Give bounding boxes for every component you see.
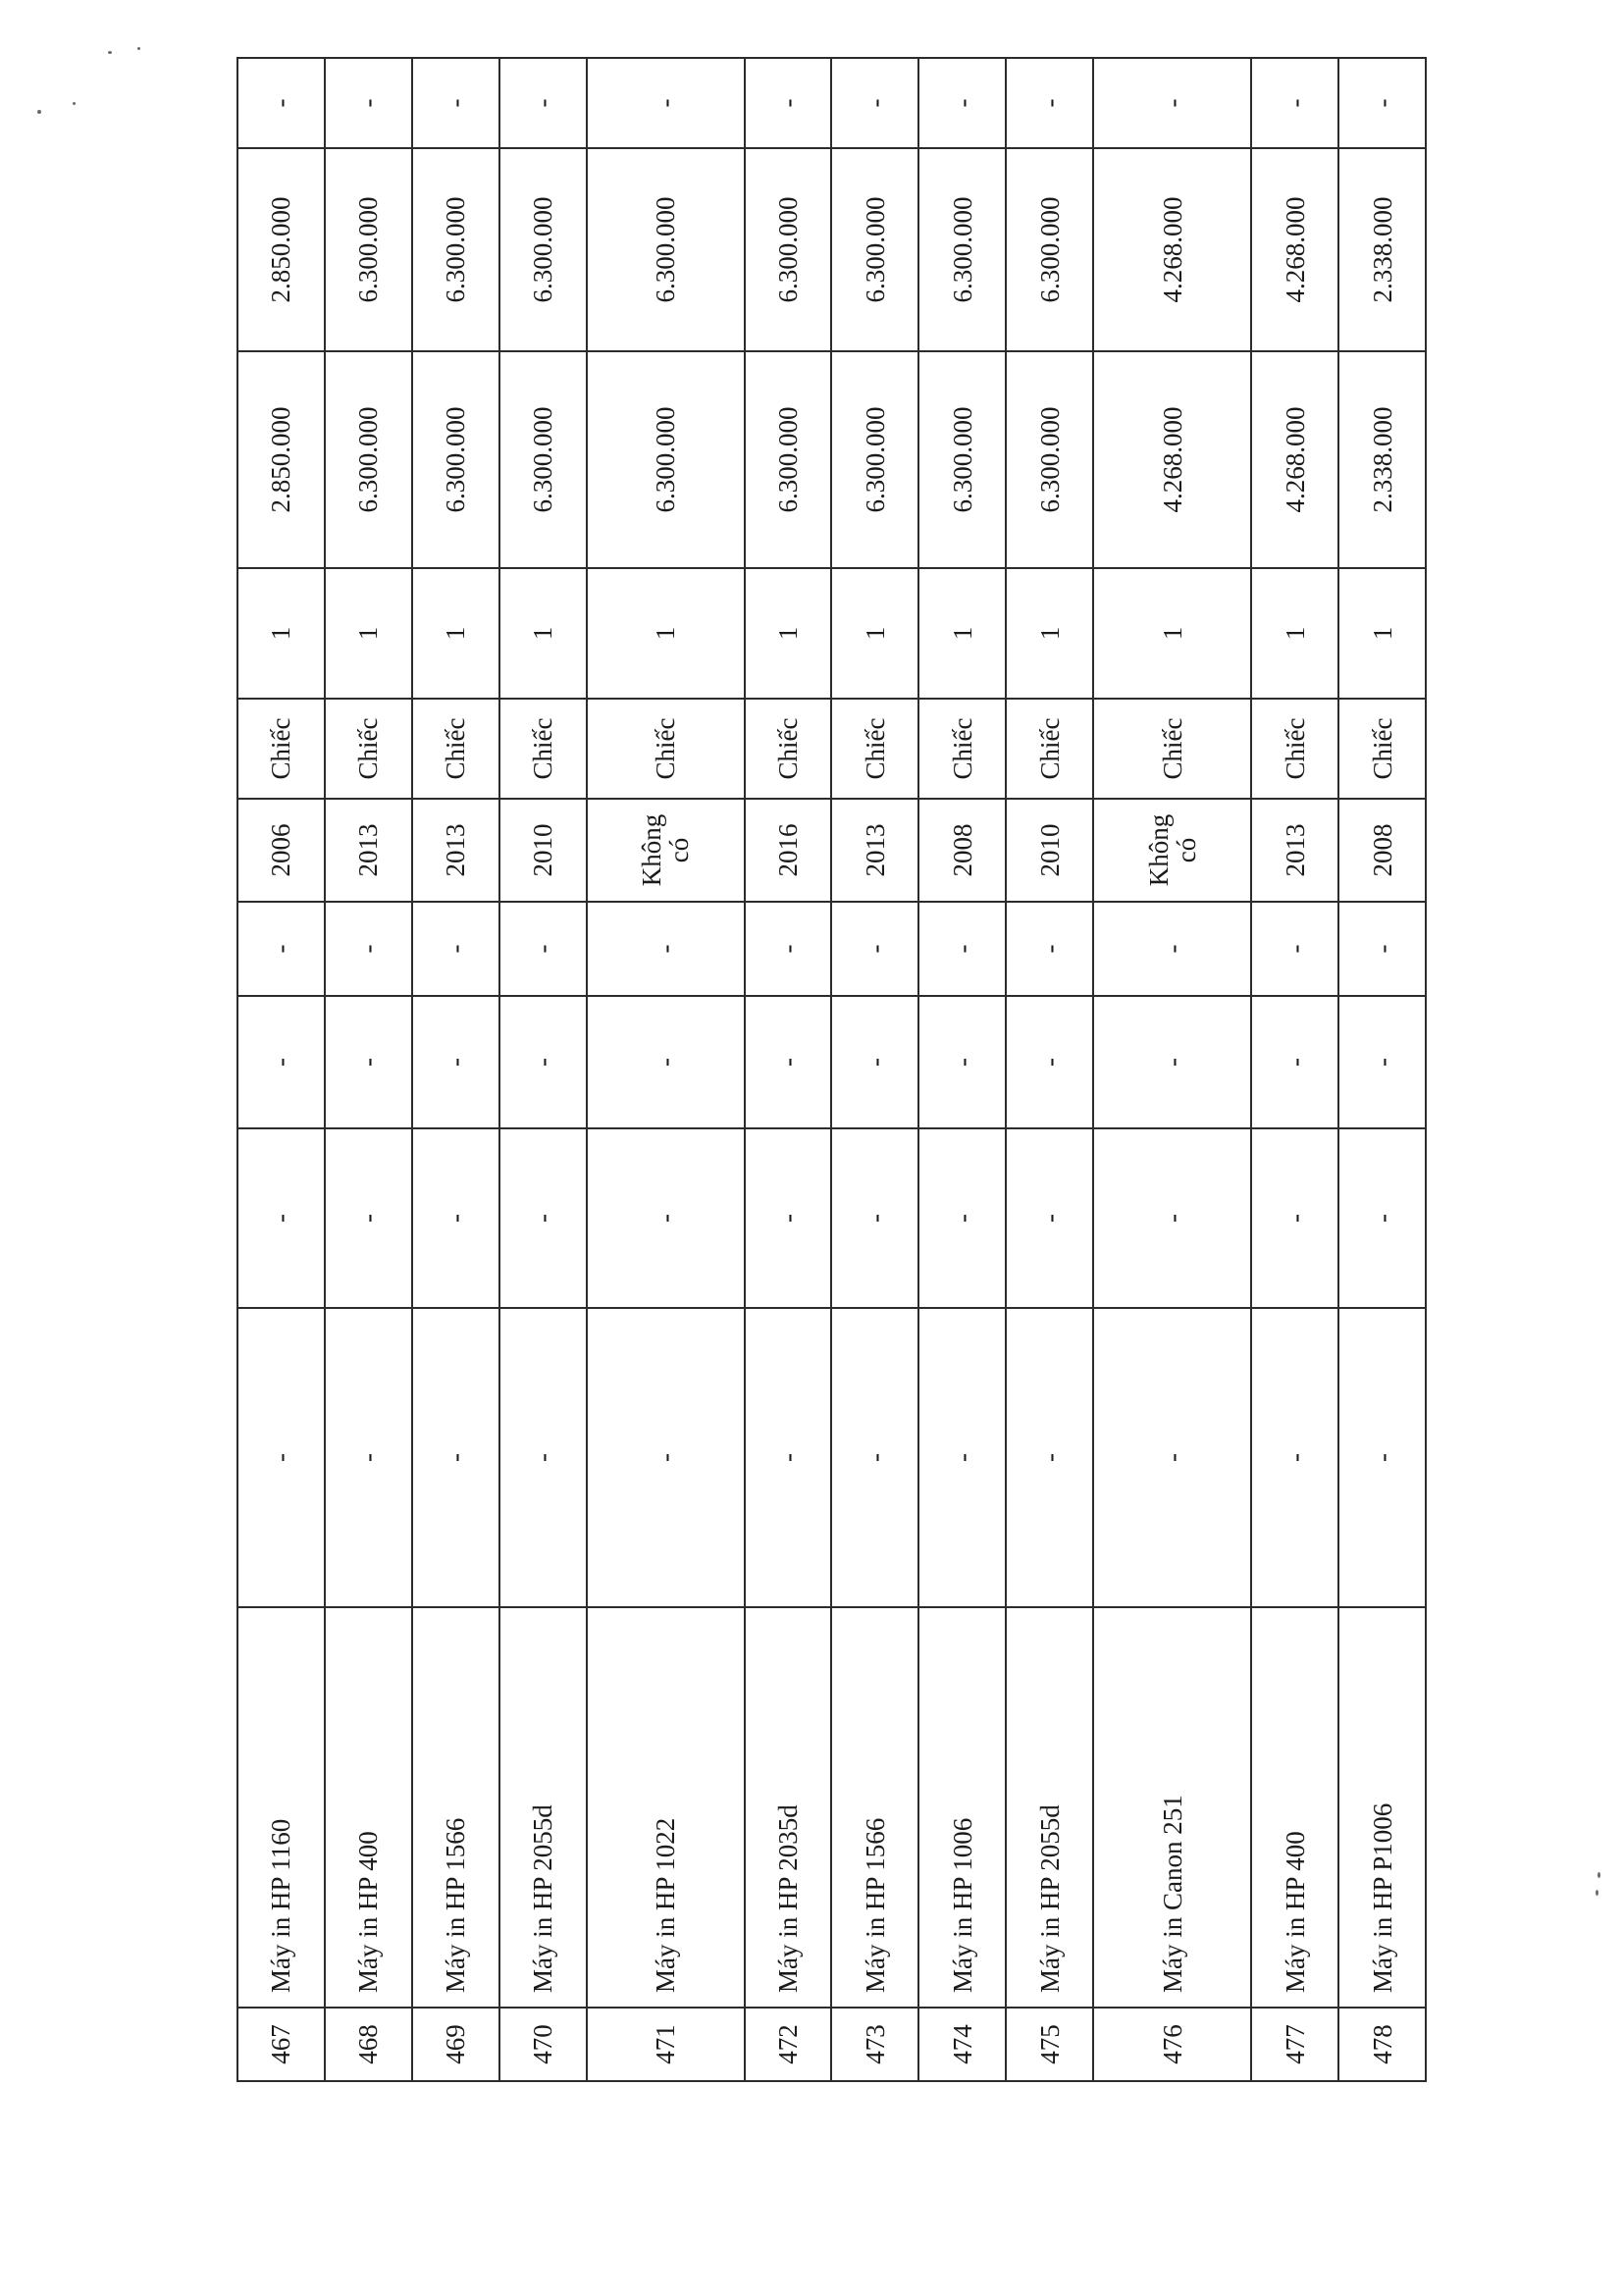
cell-unit-price: 2.338.000 — [1338, 351, 1426, 568]
cell-blank-4: - — [499, 1128, 587, 1308]
cell-stt: 472 — [745, 2008, 832, 2081]
cell-quantity: 1 — [325, 568, 412, 699]
cell-total: 2.338.000 — [1338, 148, 1426, 351]
cell-blank-5: - — [1338, 996, 1426, 1128]
cell-total: 2.850.000 — [237, 148, 325, 351]
cell-stt: 478 — [1338, 2008, 1426, 2081]
cell-item-name: Máy in HP 400 — [325, 1607, 412, 2008]
cell-blank-6: - — [1093, 902, 1251, 996]
cell-blank-6: - — [325, 902, 412, 996]
table-row — [237, 58, 325, 2081]
cell-blank-3: - — [587, 1308, 745, 1607]
cell-blank-4: - — [1006, 1128, 1093, 1308]
cell-quantity: 1 — [1338, 568, 1426, 699]
rotated-table-container — [236, 59, 1427, 2082]
cell-note: - — [237, 58, 325, 148]
cell-year: 2016 — [745, 799, 832, 902]
cell-year: 2008 — [1338, 799, 1426, 902]
table-row — [587, 58, 745, 2081]
cell-blank-5: - — [237, 996, 325, 1128]
cell-note: - — [587, 58, 745, 148]
cell-item-name: Máy in HP 1006 — [918, 1607, 1006, 2008]
cell-blank-6: - — [237, 902, 325, 996]
cell-blank-4: - — [325, 1128, 412, 1308]
cell-stt: 468 — [325, 2008, 412, 2081]
scan-speck — [37, 110, 41, 114]
cell-blank-3: - — [918, 1308, 1006, 1607]
cell-blank-6: - — [412, 902, 499, 996]
cell-blank-5: - — [1006, 996, 1093, 1128]
cell-unit: Chiếc — [918, 699, 1006, 799]
cell-quantity: 1 — [1006, 568, 1093, 699]
cell-total: 6.300.000 — [1006, 148, 1093, 351]
cell-unit-price: 6.300.000 — [831, 351, 918, 568]
cell-item-name: Máy in HP 1022 — [587, 1607, 745, 2008]
cell-note: - — [1338, 58, 1426, 148]
cell-year: 2010 — [1006, 799, 1093, 902]
cell-blank-5: - — [1093, 996, 1251, 1128]
cell-blank-4: - — [1093, 1128, 1251, 1308]
cell-blank-6: - — [587, 902, 745, 996]
table-row — [499, 58, 587, 2081]
cell-item-name: Máy in HP P1006 — [1338, 1607, 1426, 2008]
scan-speck — [108, 51, 112, 54]
cell-item-name: Máy in HP 400 — [1251, 1607, 1338, 2008]
cell-note: - — [499, 58, 587, 148]
cell-blank-3: - — [499, 1308, 587, 1607]
cell-blank-5: - — [1251, 996, 1338, 1128]
cell-stt: 474 — [918, 2008, 1006, 2081]
cell-note: - — [831, 58, 918, 148]
cell-blank-4: - — [1251, 1128, 1338, 1308]
cell-total: 6.300.000 — [587, 148, 745, 351]
cell-blank-4: - — [745, 1128, 832, 1308]
cell-stt: 477 — [1251, 2008, 1338, 2081]
cell-unit: Chiếc — [587, 699, 745, 799]
table-row — [745, 58, 832, 2081]
cell-item-name: Máy in HP 2055d — [499, 1607, 587, 2008]
cell-total: 6.300.000 — [325, 148, 412, 351]
cell-quantity: 1 — [412, 568, 499, 699]
cell-unit-price: 4.268.000 — [1093, 351, 1251, 568]
cell-unit-price: 6.300.000 — [587, 351, 745, 568]
cell-blank-6: - — [1006, 902, 1093, 996]
cell-blank-6: - — [831, 902, 918, 996]
cell-quantity: 1 — [831, 568, 918, 699]
cell-blank-3: - — [237, 1308, 325, 1607]
cell-note: - — [745, 58, 832, 148]
cell-unit: Chiếc — [499, 699, 587, 799]
cell-item-name: Máy in HP 2035d — [745, 1607, 832, 2008]
cell-blank-4: - — [918, 1128, 1006, 1308]
cell-item-name: Máy in HP 1566 — [412, 1607, 499, 2008]
cell-total: 6.300.000 — [918, 148, 1006, 351]
cell-stt: 471 — [587, 2008, 745, 2081]
cell-blank-3: - — [1006, 1308, 1093, 1607]
cell-blank-4: - — [587, 1128, 745, 1308]
cell-stt: 475 — [1006, 2008, 1093, 2081]
cell-item-name: Máy in HP 1566 — [831, 1607, 918, 2008]
cell-quantity: 1 — [237, 568, 325, 699]
cell-total: 6.300.000 — [745, 148, 832, 351]
cell-quantity: 1 — [918, 568, 1006, 699]
cell-blank-3: - — [1093, 1308, 1251, 1607]
table-row — [1338, 58, 1426, 2081]
asset-table — [236, 57, 1427, 2082]
cell-item-name: Máy in HP 2055d — [1006, 1607, 1093, 2008]
cell-blank-6: - — [745, 902, 832, 996]
cell-unit: Chiếc — [1338, 699, 1426, 799]
cell-stt: 467 — [237, 2008, 325, 2081]
cell-blank-5: - — [499, 996, 587, 1128]
table-row — [831, 58, 918, 2081]
cell-blank-5: - — [325, 996, 412, 1128]
cell-item-name: Máy in Canon 251 — [1093, 1607, 1251, 2008]
cell-unit-price: 6.300.000 — [918, 351, 1006, 568]
cell-blank-5: - — [831, 996, 918, 1128]
cell-blank-3: - — [1338, 1308, 1426, 1607]
cell-unit: Chiếc — [1251, 699, 1338, 799]
cell-unit: Chiếc — [412, 699, 499, 799]
cell-blank-4: - — [412, 1128, 499, 1308]
cell-quantity: 1 — [587, 568, 745, 699]
table-row — [325, 58, 412, 2081]
scan-speck — [137, 47, 140, 50]
cell-unit: Chiếc — [1093, 699, 1251, 799]
cell-stt: 469 — [412, 2008, 499, 2081]
cell-blank-5: - — [745, 996, 832, 1128]
table-row — [918, 58, 1006, 2081]
cell-blank-4: - — [1338, 1128, 1426, 1308]
table-row — [1093, 58, 1251, 2081]
cell-stt: 476 — [1093, 2008, 1251, 2081]
cell-quantity: 1 — [1251, 568, 1338, 699]
cell-unit-price: 4.268.000 — [1251, 351, 1338, 568]
cell-blank-6: - — [1251, 902, 1338, 996]
cell-stt: 470 — [499, 2008, 587, 2081]
cell-blank-5: - — [587, 996, 745, 1128]
table-row — [1251, 58, 1338, 2081]
cell-unit-price: 6.300.000 — [499, 351, 587, 568]
cell-quantity: 1 — [745, 568, 832, 699]
cell-unit-price: 6.300.000 — [412, 351, 499, 568]
cell-quantity: 1 — [1093, 568, 1251, 699]
cell-unit: Chiếc — [745, 699, 832, 799]
cell-year: 2013 — [412, 799, 499, 902]
cell-blank-5: - — [918, 996, 1006, 1128]
cell-blank-3: - — [745, 1308, 832, 1607]
cell-year: 2013 — [325, 799, 412, 902]
cell-note: - — [325, 58, 412, 148]
cell-blank-3: - — [412, 1308, 499, 1607]
cell-year: Không có — [587, 799, 745, 902]
cell-blank-6: - — [918, 902, 1006, 996]
cell-total: 6.300.000 — [499, 148, 587, 351]
cell-quantity: 1 — [499, 568, 587, 699]
cell-total: 6.300.000 — [831, 148, 918, 351]
cell-year: 2013 — [1251, 799, 1338, 902]
cell-blank-6: - — [499, 902, 587, 996]
cell-unit-price: 6.300.000 — [745, 351, 832, 568]
cell-unit-price: 2.850.000 — [237, 351, 325, 568]
cell-note: - — [1093, 58, 1251, 148]
cell-item-name: Máy in HP 1160 — [237, 1607, 325, 2008]
cell-note: - — [918, 58, 1006, 148]
cell-note: - — [1006, 58, 1093, 148]
cell-unit-price: 6.300.000 — [1006, 351, 1093, 568]
scan-speck — [1596, 1890, 1598, 1896]
scan-speck — [1597, 1872, 1600, 1878]
cell-blank-6: - — [1338, 902, 1426, 996]
scan-speck — [73, 102, 76, 105]
cell-year: 2013 — [831, 799, 918, 902]
cell-blank-4: - — [831, 1128, 918, 1308]
cell-unit: Chiếc — [237, 699, 325, 799]
cell-year: 2010 — [499, 799, 587, 902]
cell-blank-3: - — [325, 1308, 412, 1607]
cell-year: Không có — [1093, 799, 1251, 902]
cell-blank-3: - — [831, 1308, 918, 1607]
cell-total: 4.268.000 — [1251, 148, 1338, 351]
cell-unit: Chiếc — [1006, 699, 1093, 799]
cell-unit: Chiếc — [831, 699, 918, 799]
cell-total: 4.268.000 — [1093, 148, 1251, 351]
cell-note: - — [1251, 58, 1338, 148]
cell-unit: Chiếc — [325, 699, 412, 799]
cell-year: 2006 — [237, 799, 325, 902]
cell-year: 2008 — [918, 799, 1006, 902]
cell-note: - — [412, 58, 499, 148]
table-row — [1006, 58, 1093, 2081]
cell-blank-5: - — [412, 996, 499, 1128]
table-row — [412, 58, 499, 2081]
cell-total: 6.300.000 — [412, 148, 499, 351]
cell-blank-3: - — [1251, 1308, 1338, 1607]
cell-blank-4: - — [237, 1128, 325, 1308]
cell-unit-price: 6.300.000 — [325, 351, 412, 568]
table-body — [237, 58, 1426, 2081]
cell-stt: 473 — [831, 2008, 918, 2081]
